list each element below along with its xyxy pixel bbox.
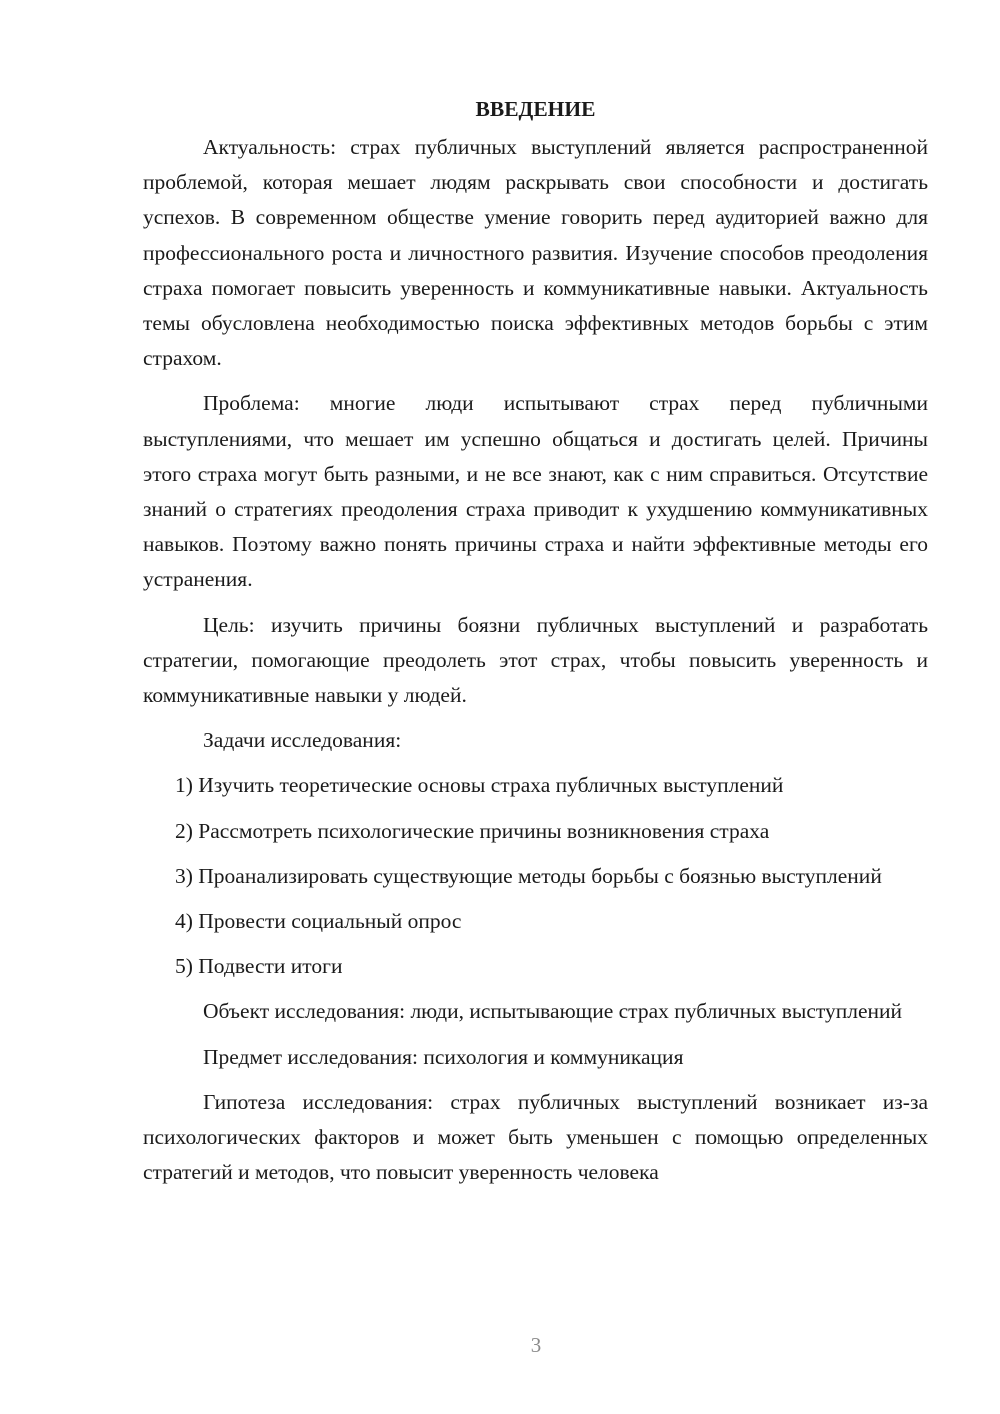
- subject-paragraph: Предмет исследования: психология и коммуникация: [203, 1044, 684, 1069]
- relevance-paragraph: Актуальность: страх публичных выступлений является распространенной проблемой, которая мешает людям раскрывать свои способности и достигать успехов. В современном обществе умение говорить перед аудиторией важно для профессионального роста и личностного развития. Изучение способов преодоления страха помогает повысить уверенность и коммуникативные навыки. Актуальность темы обусловлена необходимостью поиска эффективных методов борьбы с этим страхом.: [143, 135, 928, 371]
- task-item-4: 4) Провести социальный опрос: [175, 909, 462, 934]
- task-item-1: 1) Изучить теоретические основы страха публичных выступлений: [175, 773, 784, 798]
- page-number: 3: [530, 1333, 542, 1357]
- goal-paragraph: Цель: изучить причины боязни публичных выступлений и разработать стратегии, помогающие преодолеть этот страх, чтобы повысить уверенность и коммуникативные навыки у людей.: [143, 612, 928, 708]
- hypothesis-paragraph: Гипотеза исследования: страх публичных выступлений возникает из-за психологических факторов и может быть уменьшен с помощью определенных стратегий и методов, что повысит уверенность человека: [143, 1089, 928, 1185]
- object-paragraph: Объект исследования: люди, испытывающие страх публичных выступлений: [203, 999, 903, 1024]
- tasks-heading: Задачи исследования:: [203, 728, 402, 753]
- task-item-3: 3) Проанализировать существующие методы борьбы с боязнью выступлений: [175, 863, 882, 888]
- task-item-2: 2) Рассмотреть психологические причины возникновения страха: [175, 818, 770, 843]
- problem-paragraph: Проблема: многие люди испытывают страх перед публичными выступлениями, что мешает им успешно общаться и достигать целей. Причины этого страха могут быть разными, и не все знают, как с ним справиться. Отсутствие знаний о стратегиях преодоления страха приводит к ухудшению коммуникативных навыков. Поэтому важно понять причины страха и найти эффективные методы его устранения.: [143, 391, 928, 592]
- document-page: [143, 92, 928, 1200]
- section-title: ВВЕДЕНИЕ: [475, 97, 596, 121]
- task-item-5: 5) Подвести итоги: [175, 954, 343, 979]
